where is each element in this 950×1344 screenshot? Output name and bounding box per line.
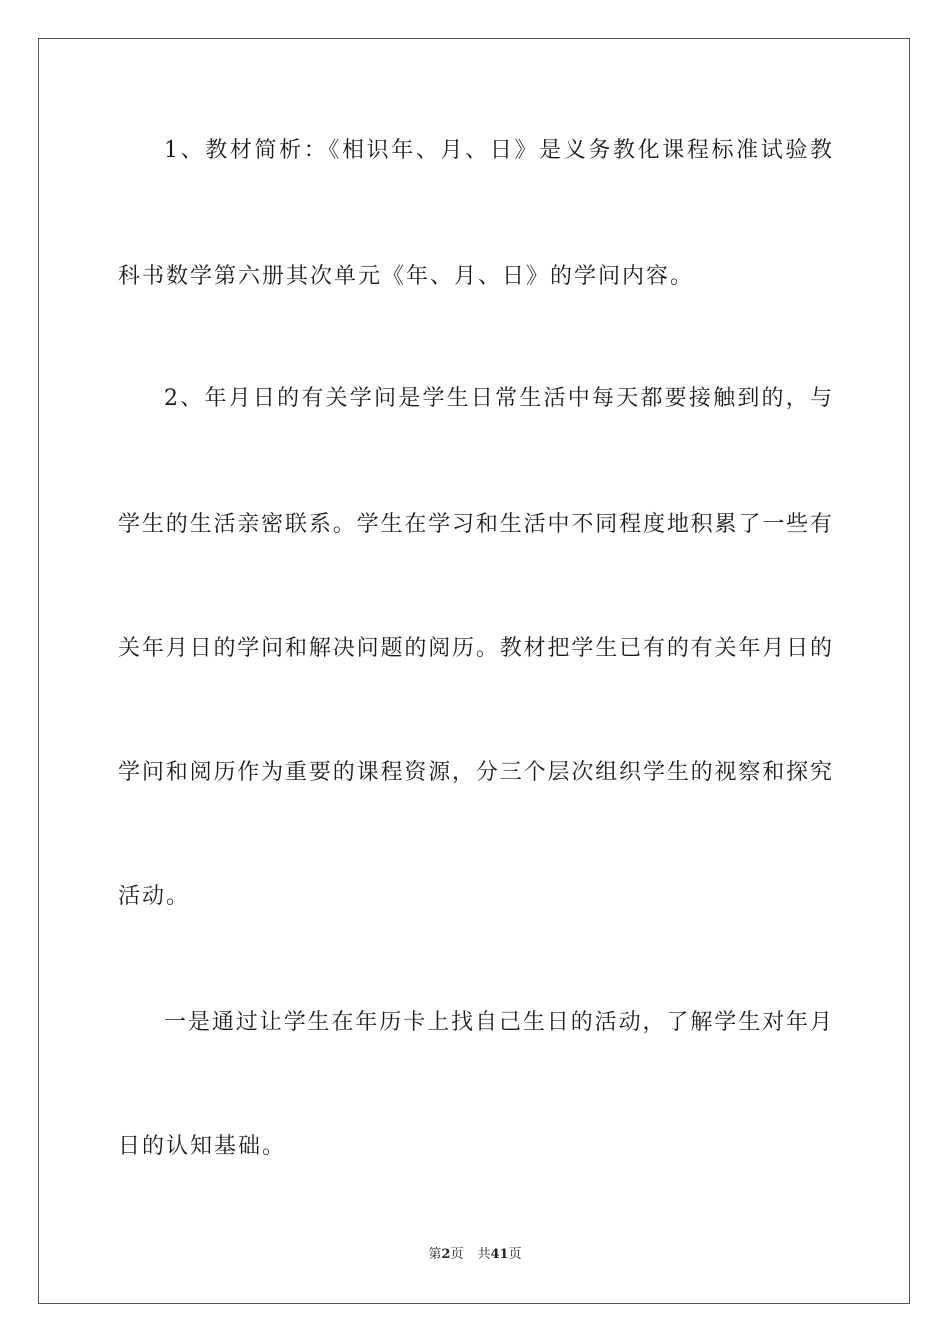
paragraph-2-line-2: 学生的生活亲密联系。学生在学习和生活中不同程度地积累了一些有 — [118, 512, 832, 537]
paragraph-2-line-4: 学问和阅历作为重要的课程资源，分三个层次组织学生的视察和探究 — [118, 760, 832, 785]
paragraph-3-line-1: 一是通过让学生在年历卡上找自己生日的活动，了解学生对年月 — [164, 1010, 832, 1035]
paragraph-2-line-5: 活动。 — [118, 884, 191, 909]
page-frame — [38, 38, 910, 1304]
footer-page-total: 41 — [490, 1247, 509, 1262]
footer-total-prefix: 共 — [477, 1247, 491, 1262]
page-footer — [0, 1246, 950, 1264]
paragraph-3-line-2: 日的认知基础。 — [118, 1134, 287, 1159]
paragraph-1-line-1: 1、教材简析：《相识年、月、日》是义务教化课程标准试验教 — [164, 138, 832, 163]
footer-page-unit: 页 — [450, 1247, 464, 1262]
paragraph-2-line-3: 关年月日的学问和解决问题的阅历。教材把学生已有的有关年月日的 — [118, 636, 832, 661]
footer-page-prefix: 第 — [428, 1247, 442, 1262]
footer-page-current: 2 — [441, 1247, 451, 1262]
paragraph-2-line-1: 2、年月日的有关学问是学生日常生活中每天都要接触到的，与 — [164, 386, 832, 411]
footer-total-unit: 页 — [508, 1247, 522, 1262]
paragraph-1-line-2: 科书数学第六册其次单元《年、月、日》的学问内容。 — [118, 264, 695, 289]
